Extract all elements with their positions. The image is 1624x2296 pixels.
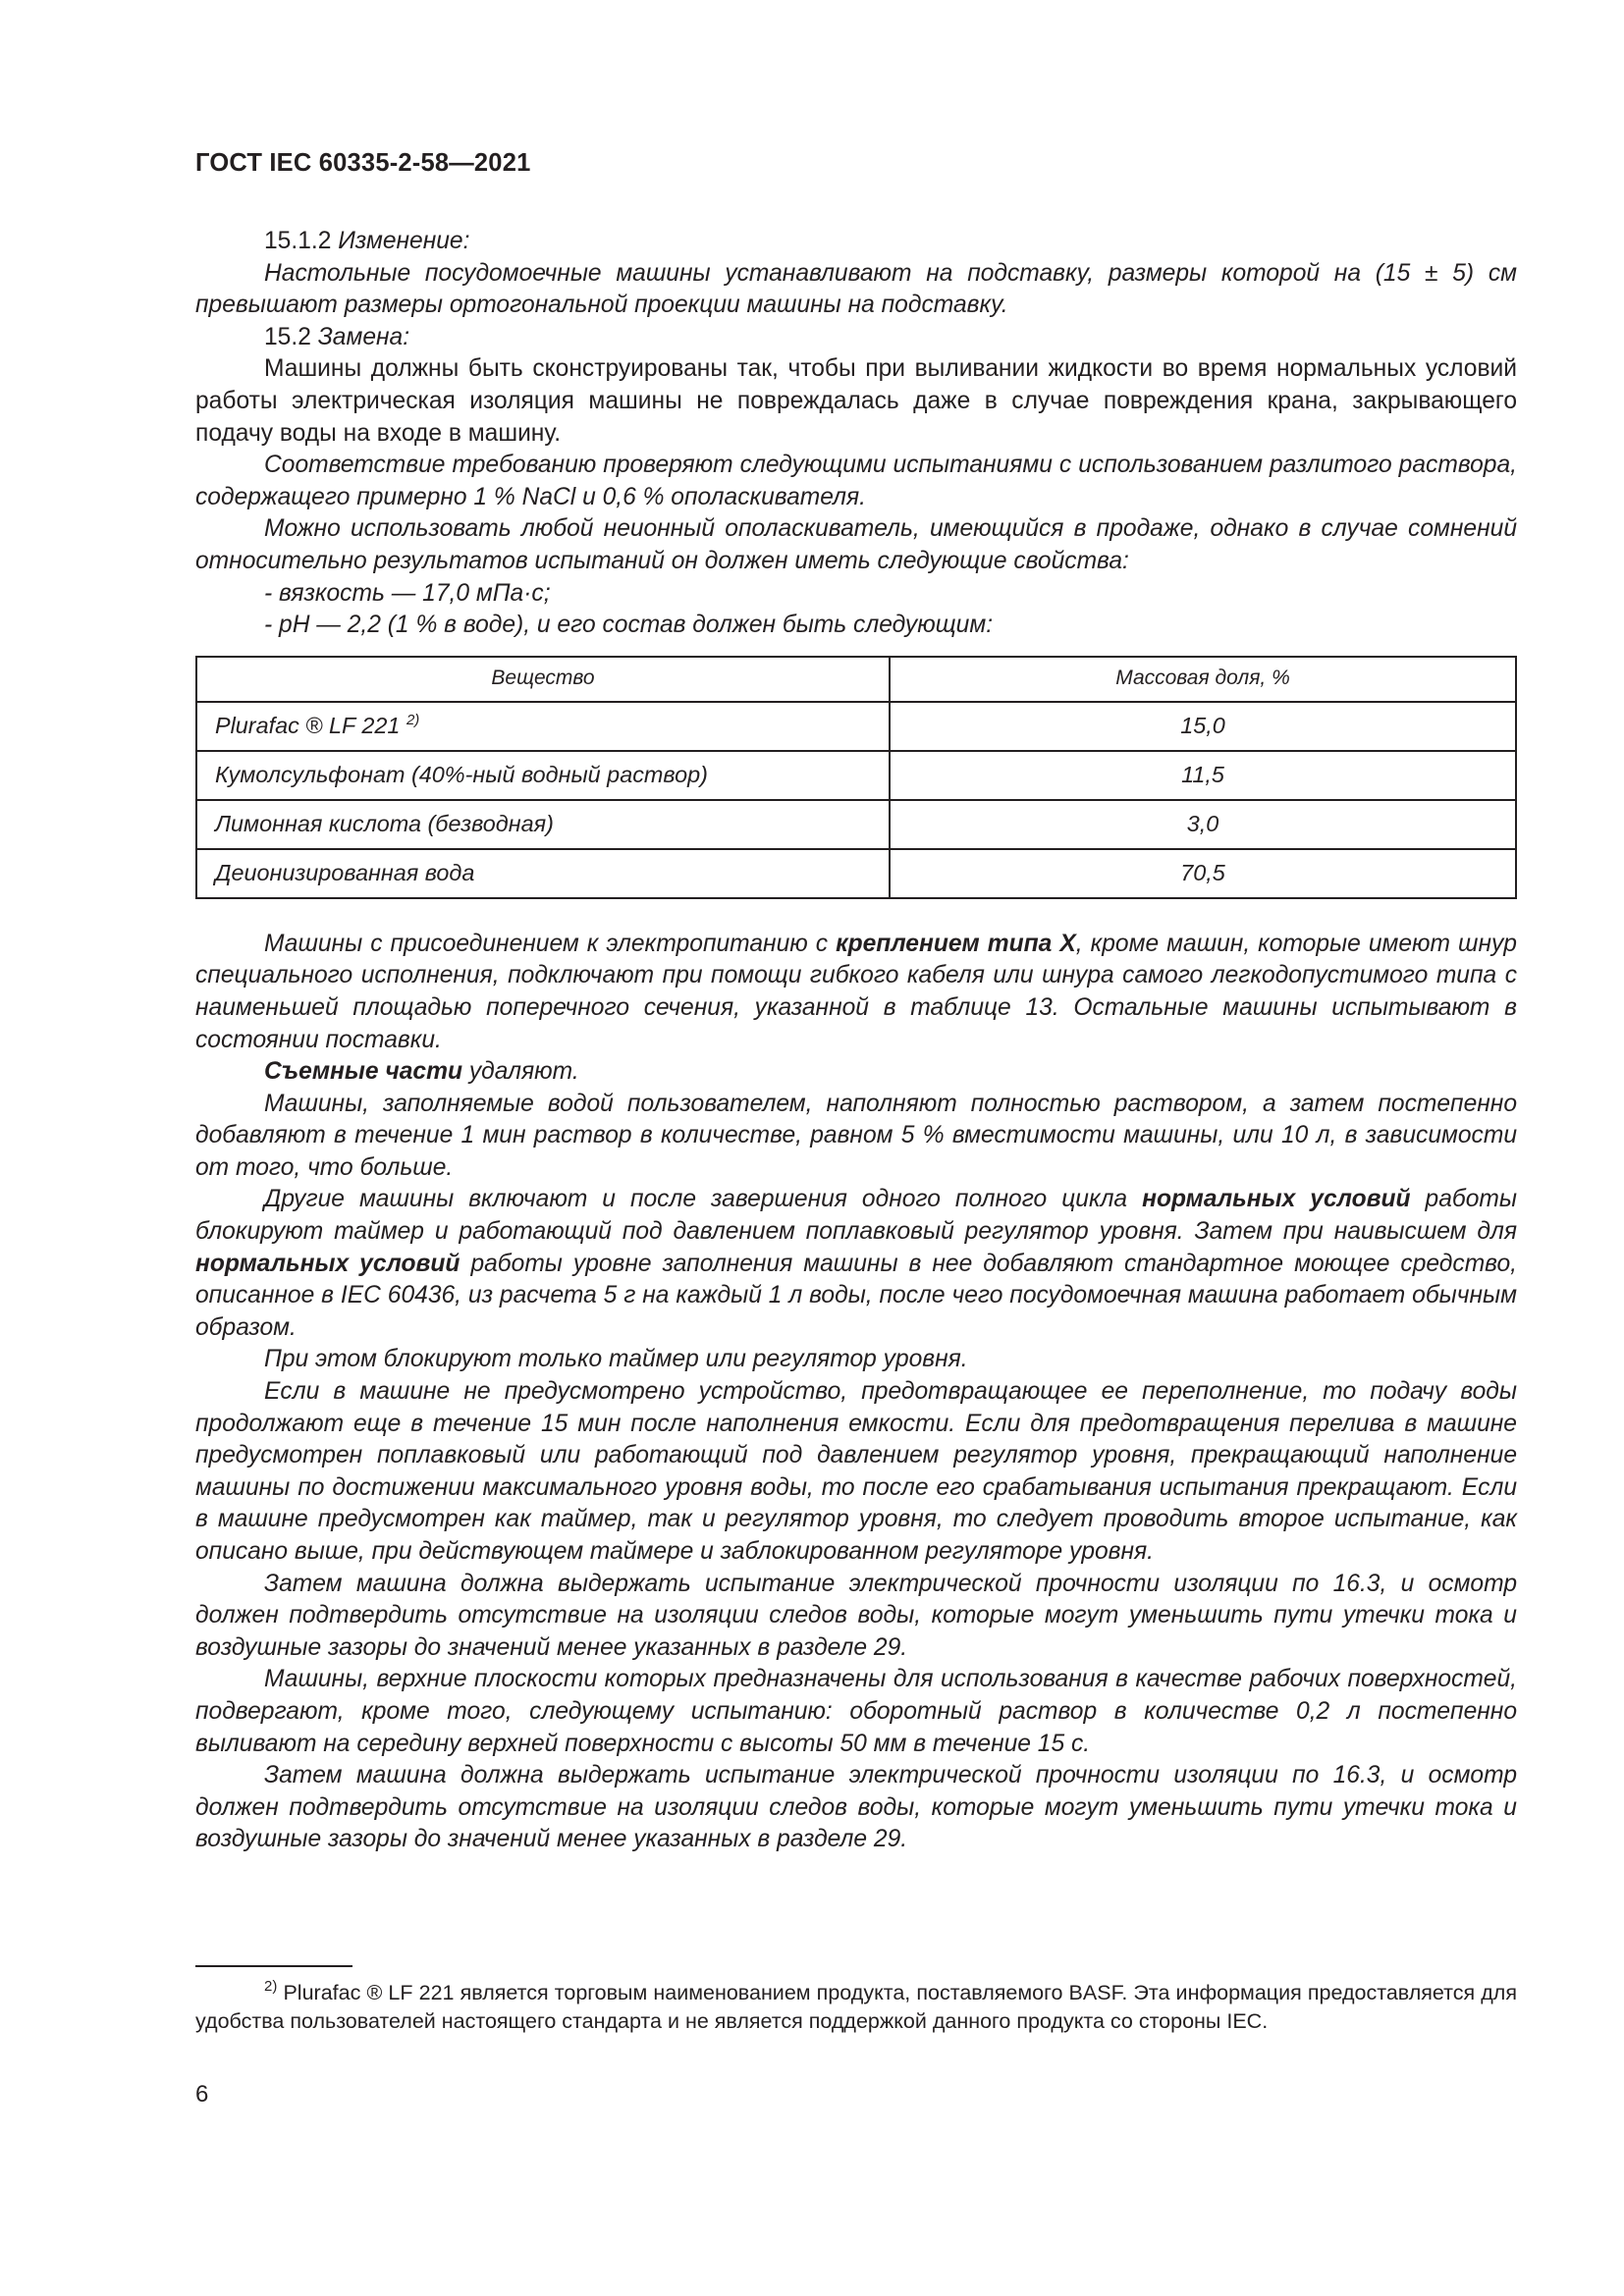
document-body xyxy=(195,226,1517,1856)
footnote xyxy=(195,1979,1517,2036)
defined-term: Съемные части xyxy=(264,1058,462,1086)
text-run: Другие машины включают и после завершения одного полного цикла xyxy=(264,1186,1143,1213)
paragraph: Соответствие требованию проверяют следующими испытаниями с использованием разлитого раствора, содержащего примерно 1 % NaCl и 0,6 % ополаскивателя. xyxy=(195,452,1517,510)
paragraph: При этом блокируют только таймер или регулятор уровня. xyxy=(264,1346,968,1373)
paragraph: Затем машина должна выдержать испытание электрической прочности изоляции по 16.3, и осмотр должен подтвердить отсутствие на изоляции следов воды, которые могут уменьшить пути утечки тока и воздушные зазоры до значений менее указанных в разделе 29. xyxy=(195,1762,1517,1853)
table-cell-substance: Лимонная кислота (безводная) xyxy=(196,800,890,849)
clause-15-2 xyxy=(195,322,1517,354)
paragraph xyxy=(195,1184,1517,1344)
defined-term: нормальных условий xyxy=(1142,1186,1411,1213)
document-header: ГОСТ IEC 60335-2-58—2021 xyxy=(195,149,531,177)
paragraph: Если в машине не предусмотрено устройство, предотвращающее ее переполнение, то подачу воды продолжают еще в течение 15 мин после наполнения емкости. Если для предотвращения перелива в машине предусмотрен поплавковый или работающий под давлением регулятор уровня, прекращающий наполнение машины по достижении максимального уровня воды, то после его срабатывания испытания прекращают. Если в машине предусмотрен как таймер, так и регулятор уровня, то следует проводить второе испытание, как описано выше, при действующем таймере и заблокированном регуляторе уровня. xyxy=(195,1378,1517,1565)
page-number: 6 xyxy=(195,2081,209,2108)
clause-15-1-2 xyxy=(195,226,1517,258)
footnote-text xyxy=(195,1979,1517,2036)
table-row xyxy=(196,751,1516,800)
text-run: Машины с присоединением к электропитанию с xyxy=(264,930,837,957)
table-header-mass-fraction: Массовая доля, % xyxy=(890,657,1516,702)
footnote-separator xyxy=(195,1965,352,1967)
paragraph: Настольные посудомоечные машины устанавливают на подставку, размеры которой на (15 ± 5) см превышают размеры ортогональной проекции машины на подставку. xyxy=(195,259,1517,319)
footnote-mark: 2) xyxy=(264,1978,278,1995)
text-run: работы уровне заполнения машины в нее добавляют стандартное моющее средство, описанное в IEC 60436, из расчета 5 г на каждый 1 л воды, после чего посудомоечная машина работает обычным образом. xyxy=(195,1250,1517,1341)
table-cell-substance: Кумолсульфонат (40%-ный водный раствор) xyxy=(196,751,890,800)
table-row xyxy=(196,800,1516,849)
table-cell-value: 15,0 xyxy=(890,702,1516,751)
clause-title: Замена: xyxy=(317,323,410,350)
text-run: , кроме машин, которые имеют шнур специального исполнения, подключают при помощи гибкого кабеля или шнура самого легкодопустимого типа с наименьшей площадью поперечного сечения, указанной в таблице 13. Остальные машины испытывают в состоянии поставки. xyxy=(195,930,1517,1053)
table-header-row xyxy=(196,657,1516,702)
table-header-substance: Вещество xyxy=(196,657,890,702)
paragraph: Машины, верхние плоскости которых предназначены для использования в качестве рабочих поверхностей, подвергают, кроме того, следующему испытанию: оборотный раствор в количестве 0,2 л постепенно выливают на середину верхней поверхности с высоты 50 мм в течение 15 с. xyxy=(195,1666,1517,1757)
defined-term: нормальных условий xyxy=(195,1250,460,1277)
table-cell-value: 70,5 xyxy=(890,849,1516,898)
table-row xyxy=(196,702,1516,751)
footnote-ref: 2) xyxy=(406,712,420,729)
paragraph: Машины, заполняемые водой пользователем, наполняют полностью раствором, а затем постепенно добавляют в течение 1 мин раствор в количестве, равном 5 % вместимости машины, или 10 л, в зависимости от того, что больше. xyxy=(195,1090,1517,1181)
list-item: - pH — 2,2 (1 % в воде), и его состав должен быть следующим: xyxy=(264,612,994,639)
paragraph: Машины должны быть сконструированы так, чтобы при выливании жидкости во время нормальных условий работы электрическая изоляция машины не повреждалась даже в случае повреждения крана, закрывающего подачу воды на входе в машину. xyxy=(195,355,1517,447)
paragraph: Можно использовать любой неионный ополаскиватель, имеющийся в продаже, однако в случае сомнений относительно результатов испытаний он должен иметь следующие свойства: xyxy=(195,515,1517,574)
clause-title: Изменение: xyxy=(338,228,470,254)
table-cell-substance xyxy=(196,702,890,751)
composition-table xyxy=(195,656,1517,899)
text-run: работы блокируют таймер и работающий под давлением поплавковый регулятор уровня. Затем при наивысшем для xyxy=(195,1186,1517,1246)
table-cell-value: 11,5 xyxy=(890,751,1516,800)
text-run: удаляют. xyxy=(461,1058,579,1086)
defined-term: креплением типа X xyxy=(836,930,1076,957)
paragraph xyxy=(195,1056,1517,1089)
list-item: - вязкость — 17,0 мПа·с; xyxy=(264,579,551,607)
paragraph: Затем машина должна выдержать испытание электрической прочности изоляции по 16.3, и осмотр должен подтвердить отсутствие на изоляции следов воды, которые могут уменьшить пути утечки тока и воздушные зазоры до значений менее указанных в разделе 29. xyxy=(195,1570,1517,1661)
table-row xyxy=(196,849,1516,898)
clause-number: 15.1.2 xyxy=(264,228,339,254)
table-cell-substance: Деионизированная вода xyxy=(196,849,890,898)
footnote-body: Plurafac ® LF 221 является торговым наименованием продукта, поставляемого BASF. Эта информация предоставляется для удобства пользователей настоящего стандарта и не является поддержкой данного продукта со стороны IEC. xyxy=(195,1981,1517,2033)
clause-number: 15.2 xyxy=(264,323,318,350)
substance-name: Plurafac ® LF 221 xyxy=(215,713,401,739)
paragraph xyxy=(195,929,1517,1056)
table-cell-value: 3,0 xyxy=(890,800,1516,849)
